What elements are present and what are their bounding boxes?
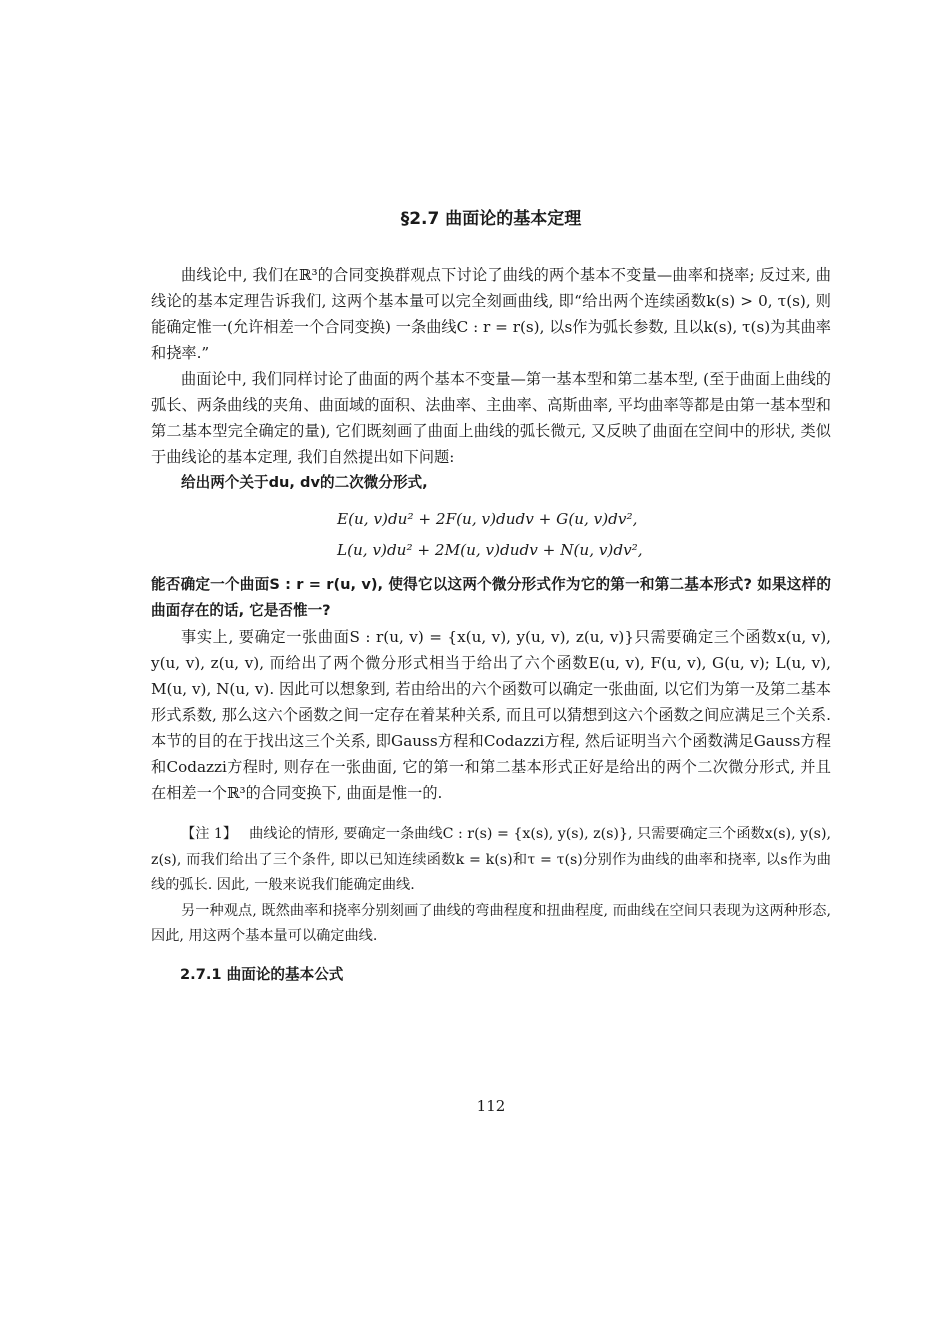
body-text: [151, 262, 831, 988]
fundamental-forms: [337, 504, 831, 566]
remark: [151, 822, 831, 950]
remark-paragraph: [151, 822, 831, 899]
question-intro: 给出两个关于du, dv的二次微分形式,: [181, 474, 428, 491]
page-number: 112: [476, 1097, 506, 1115]
remark-paragraph-2: 另一种观点, 既然曲率和挠率分别刻画了曲线的弯曲程度和扭曲程度, 而曲线在空间只表现为这两种形态, 因此, 用这两个基本量可以确定曲线.: [151, 902, 831, 944]
paragraph-curve-theory: 曲线论中, 我们在ℝ³的合同变换群观点下讨论了曲线的两个基本不变量—曲率和挠率; 反过来, 曲线论的基本定理告诉我们, 这两个基本量可以完全刻画曲线, 即“给出两个连续函数k(s) > 0, τ(s), 则能确定惟一(允许相差一个合同变换) 一条曲线C : r = r(s), 以s作为弧长参数, 且以k(s), τ(s)为其曲率和挠率.”: [151, 266, 831, 362]
remark-text: 曲线论的情形, 要确定一条曲线C : r(s) = {x(s), y(s), z(s)}, 只需要确定三个函数x(s), y(s), z(s), 而我们给出了三个条件, 即以已知连续函数k = k(s)和τ = τ(s)分别作为曲线的曲率和挠率, 以s作为曲线的弧长. 因此, 一般来说我们能确定曲线.: [151, 826, 831, 893]
subsection-title: 2.7.1 曲面论的基本公式: [180, 965, 344, 983]
remark-label: 【注 1】: [181, 826, 238, 842]
equation-first-form: E(u, v)du² + 2F(u, v)dudv + G(u, v)dv²,: [337, 510, 638, 528]
paragraph-six-functions: 事实上, 要确定一张曲面S : r(u, v) = {x(u, v), y(u, v), z(u, v)}只需要确定三个函数x(u, v), y(u, v), z(u, v), 而给出了两个微分形式相当于给出了六个函数E(u, v), F(u, v), G(u, v); L(u, v), M(u, v), N(u, v). 因此可以想象到, 若由给出的六个函数可以确定一张曲面, 以它们为第一及第二基本形式系数, 那么这六个函数之间一定存在着某种关系, 而且可以猜想到这六个函数之间应满足三个关系. 本节的目的在于找出这三个关系, 即Gauss方程和Codazzi方程, 然后证明当六个函数满足Gauss方程和Codazzi方程时, 则存在一张曲面, 它的第一和第二基本形式正好是给出的两个二次微分形式, 并且在相差一个ℝ³的合同变换下, 曲面是惟一的.: [151, 628, 831, 802]
paragraph-surface-theory: 曲面论中, 我们同样讨论了曲面的两个基本不变量—第一基本型和第二基本型, (至于曲面上曲线的弧长、两条曲线的夹角、曲面域的面积、法曲率、主曲率、高斯曲率, 平均曲率等都是由第一基本型和第二基本型完全确定的量), 它们既刻画了曲面上曲线的弧长微元, 又反映了曲面在空间中的形状, 类似于曲线论的基本定理, 我们自然提出如下问题:: [151, 370, 831, 466]
question-main: 能否确定一个曲面S : r = r(u, v), 使得它以这两个微分形式作为它的第一和第二基本形式? 如果这样的曲面存在的话, 它是否惟一?: [151, 576, 831, 619]
section-title: §2.7 曲面论的基本定理: [400, 209, 582, 229]
equation-second-form: L(u, v)du² + 2M(u, v)dudv + N(u, v)dv²,: [337, 541, 643, 559]
